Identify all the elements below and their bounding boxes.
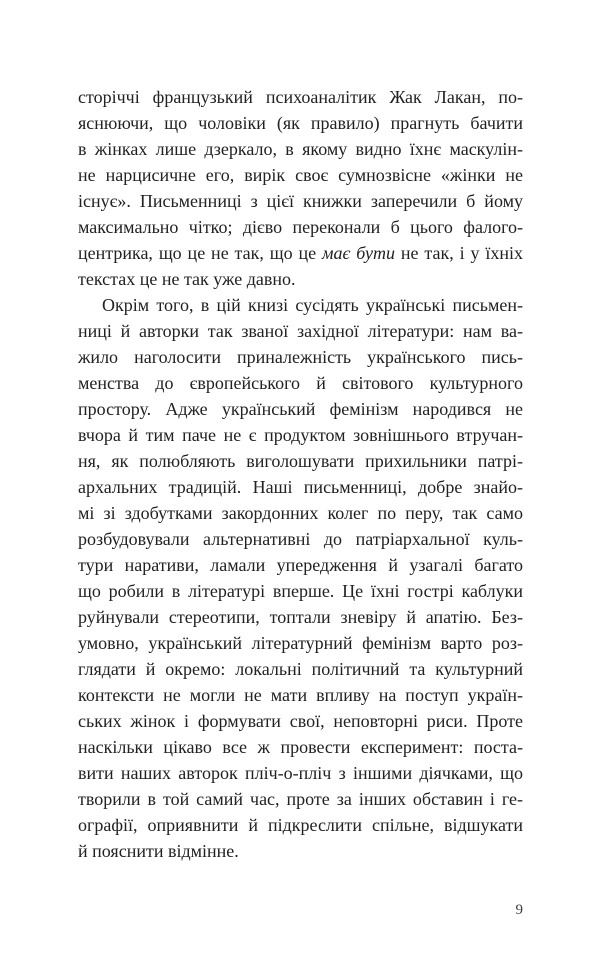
- text-segment: наскільки цікаво все ж провести експеримент: поста-: [78, 737, 523, 757]
- text-segment: контексти не могли не мати впливу на поступ україн-: [78, 685, 523, 705]
- text-segment: руйнували стереотипи, топтали зневіру й апатію. Без-: [78, 607, 523, 627]
- text-line: [78, 734, 523, 760]
- text-segment: ня, як полюбляють виголошувати прихильники патрі-: [78, 451, 523, 471]
- text-line: [78, 708, 523, 734]
- text-segment: й пояснити відмінне.: [78, 841, 239, 861]
- text-line: [78, 682, 523, 708]
- text-line: [78, 786, 523, 812]
- page-number: 9: [515, 902, 523, 918]
- text-line: [78, 630, 523, 656]
- text-segment: ських жінок і формувати свої, неповторні риси. Проте: [78, 711, 523, 731]
- italic-text-segment: має бути: [322, 243, 396, 263]
- text-segment: мі зі здобутками закордонних колег по перу, так само: [78, 503, 523, 523]
- text-line: [78, 760, 523, 786]
- text-line: [78, 136, 523, 162]
- text-segment: існує». Письменниці з цієї книжки заперечили б йому: [78, 191, 523, 211]
- text-line: [78, 396, 523, 422]
- text-segment: вчора й тим паче не є продуктом зовнішнього втручан-: [78, 425, 523, 445]
- text-segment: текстах це не так уже давно.: [78, 269, 296, 289]
- text-segment: вити наших авторок пліч-о-пліч з іншими діячками, що: [78, 763, 523, 783]
- text-segment: сторіччі французький психоаналітик Жак Лакан, по-: [78, 87, 523, 107]
- text-line: [78, 84, 523, 110]
- page-text: [78, 84, 523, 864]
- text-segment: архальних традицій. Наші письменниці, добре знайо-: [78, 477, 523, 497]
- text-line: [78, 344, 523, 370]
- text-line: [78, 266, 523, 292]
- text-segment: простору. Адже український фемінізм народився не: [78, 399, 523, 419]
- text-segment: Окрім того, в цій книзі сусідять українські письмен-: [102, 295, 523, 315]
- text-segment: центрика, що це не так, що це: [78, 243, 323, 263]
- text-segment: умовно, український літературний фемінізм варто роз-: [78, 633, 523, 653]
- text-segment: ниці й авторки так званої західної літератури: нам ва-: [78, 321, 523, 341]
- text-line: [78, 240, 523, 266]
- text-line: [78, 474, 523, 500]
- text-segment: глядати й окремо: локальні політичний та культурний: [78, 659, 523, 679]
- text-line: [78, 500, 523, 526]
- text-line: [78, 526, 523, 552]
- text-line: [78, 110, 523, 136]
- text-line: [78, 214, 523, 240]
- text-line: [78, 656, 523, 682]
- text-line: [78, 448, 523, 474]
- text-segment: в жінках лише дзеркало, в якому видно їхнє маскулін-: [78, 139, 523, 159]
- text-segment: ографії, оприявнити й підкреслити спільне, відшукати: [78, 815, 523, 835]
- text-line: [78, 838, 523, 864]
- text-line: [78, 188, 523, 214]
- text-line: [78, 370, 523, 396]
- text-segment: не нарцисичне его, вирік своє сумнозвісне «жінки не: [78, 165, 523, 185]
- text-segment: яснюючи, що чоловіки (як правило) прагнуть бачити: [78, 113, 523, 133]
- text-line: [78, 292, 523, 318]
- text-segment: максимально чітко; дієво переконали б цього фалого-: [78, 217, 523, 237]
- text-line: [78, 604, 523, 630]
- text-line: [78, 552, 523, 578]
- text-line: [78, 578, 523, 604]
- text-segment: менства до європейського й світового культурного: [78, 373, 523, 393]
- text-line: [78, 162, 523, 188]
- text-line: [78, 318, 523, 344]
- text-segment: не так, і у їхніх: [395, 243, 524, 263]
- text-segment: що робили в літературі вперше. Це їхні гострі каблуки: [78, 581, 523, 601]
- text-line: [78, 422, 523, 448]
- text-segment: жило наголосити приналежність українського пись-: [78, 347, 523, 367]
- text-segment: творили в той самий час, проте за інших обставин і ге-: [78, 789, 523, 809]
- text-line: [78, 812, 523, 838]
- text-segment: тури наративи, ламали упередження й узагалі багато: [78, 555, 523, 575]
- text-segment: розбудовували альтернативні до патріархальної куль-: [78, 529, 523, 549]
